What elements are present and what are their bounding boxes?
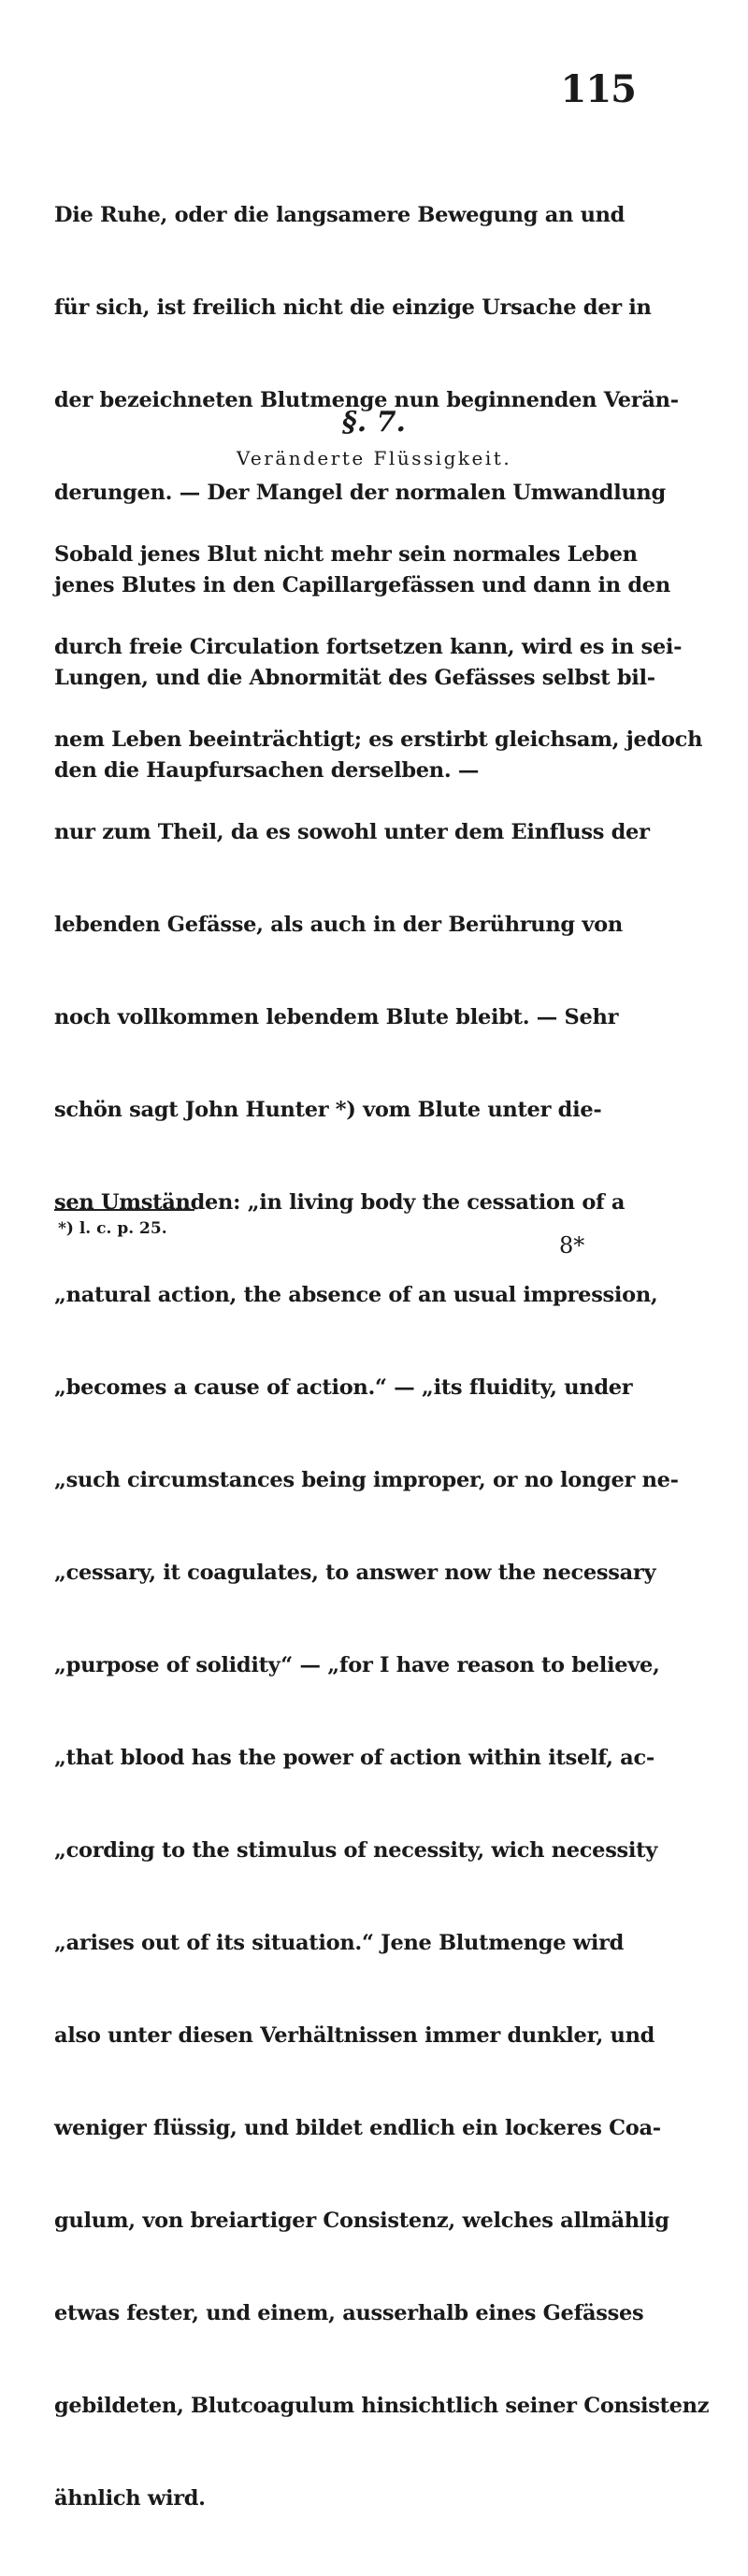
footnote: *) l. c. p. 25. — [58, 1219, 167, 1238]
text-line: etwas fester, und einem, ausserhalb eines Gefässes — [54, 2301, 644, 2325]
footnote-divider — [54, 1209, 194, 1211]
text-line: den die Haupfursachen derselben. — — [54, 758, 480, 783]
text-line: jenes Blutes in den Capillargefässen und dann in den — [54, 573, 670, 597]
text-line: „natural action, the absence of an usual impression, — [54, 1283, 658, 1307]
text-line: durch freie Circulation fortsetzen kann, wird es in sei- — [54, 635, 683, 659]
text-line: nem Leben beeinträchtigt; es erstirbt gleichsam, jedoch — [54, 727, 703, 752]
printer-signature-mark: 8* — [559, 1232, 585, 1259]
text-line: nur zum Theil, da es sowohl unter dem Einfluss der — [54, 820, 650, 844]
page-number: 115 — [560, 67, 636, 111]
text-line: „purpose of solidity“ — „for I have reason to believe, — [54, 1653, 660, 1677]
section-number: §. 7. — [342, 406, 406, 439]
text-line: sen Umständen: „in living body the cessation of a — [54, 1190, 626, 1215]
text-line: ähnlich wird. — [54, 2486, 206, 2511]
text-line: Die Ruhe, oder die langsamere Bewegung an und — [54, 203, 626, 227]
text-line: lebenden Gefässe, als auch in der Berührung von — [54, 913, 623, 937]
text-line: der bezeichneten Blutmenge nun beginnenden Verän- — [54, 388, 679, 412]
text-line: derungen. — Der Mangel der normalen Umwandlung — [54, 481, 666, 505]
text-line: „such circumstances being improper, or no longer ne- — [54, 1468, 679, 1492]
paragraph-2 — [54, 478, 710, 2576]
text-line: Sobald jenes Blut nicht mehr sein normales Leben — [54, 542, 638, 567]
text-line: „becomes a cause of action.“ — „its fluidity, under — [54, 1375, 633, 1400]
text-line: „arises out of its situation.“ Jene Blutmenge wird — [54, 1931, 625, 1955]
text-line: für sich, ist freilich nicht die einzige Ursache der in — [54, 295, 652, 320]
text-line: schön sagt John Hunter *) vom Blute unter die- — [54, 1098, 602, 1122]
text-line: „cording to the stimulus of necessity, wich necessity — [54, 1838, 658, 1863]
text-line: „that blood has the power of action within itself, ac- — [54, 1746, 654, 1770]
text-line: gulum, von breiartiger Consistenz, welches allmählig — [54, 2209, 669, 2233]
text-line: noch vollkommen lebendem Blute bleibt. — Sehr — [54, 1005, 619, 1029]
text-line: „cessary, it coagulates, to answer now the necessary — [54, 1561, 656, 1585]
text-line: gebildeten, Blutcoagulum hinsichtlich seiner Consistenz — [54, 2394, 710, 2418]
text-line: weniger flüssig, und bildet endlich ein lockeres Coa- — [54, 2116, 661, 2140]
section-title: Veränderte Flüssigkeit. — [236, 447, 512, 469]
text-line: Lungen, und die Abnormität des Gefässes selbst bil- — [54, 666, 655, 690]
text-line: also unter diesen Verhältnissen immer dunkler, und — [54, 2023, 655, 2048]
